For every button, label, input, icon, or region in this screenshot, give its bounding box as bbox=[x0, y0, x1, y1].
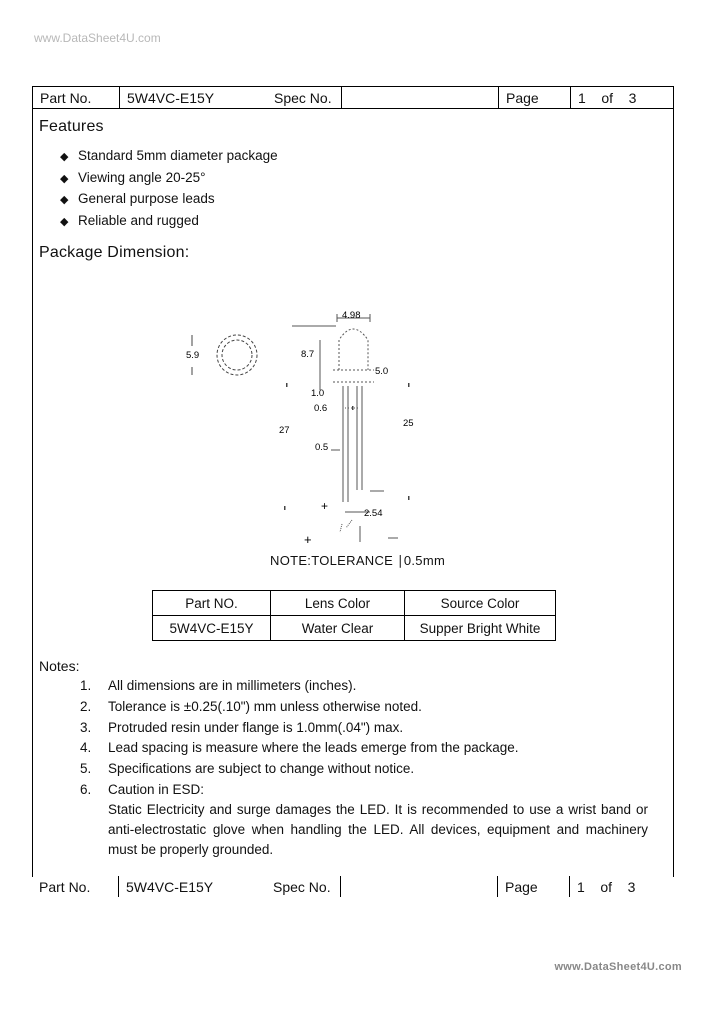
dim-total-length: 27 bbox=[279, 425, 290, 436]
page-total: 3 bbox=[627, 878, 636, 895]
list-item: 4. Lead spacing is measure where the leads emerge from the package. bbox=[80, 740, 519, 756]
spec-label: Spec No. bbox=[267, 87, 342, 109]
dim-height: 8.7 bbox=[301, 349, 315, 360]
spec-table bbox=[152, 590, 556, 641]
table-header-part: Part NO. bbox=[153, 591, 271, 616]
watermark-bottom: www.DataSheet4U.com bbox=[554, 961, 682, 973]
dim-width: 4.98 bbox=[342, 310, 361, 321]
header-table-bottom bbox=[32, 876, 674, 897]
part-value: 5W4VC-E15Y bbox=[120, 87, 268, 109]
diamond-bullet-icon: ◆ bbox=[60, 194, 69, 206]
page-of: of bbox=[600, 878, 613, 895]
page-indicator bbox=[570, 876, 675, 897]
dim-front-diameter: 5.9 bbox=[186, 350, 200, 361]
list-item: ◆ Viewing angle 20-25° bbox=[60, 167, 278, 189]
list-item: 6. Caution in ESD: bbox=[80, 781, 205, 797]
notes-title: Notes: bbox=[39, 658, 80, 674]
front-view bbox=[192, 335, 257, 375]
features-title: Features bbox=[39, 118, 104, 135]
diamond-bullet-icon: ◆ bbox=[60, 172, 69, 185]
part-label: Part No. bbox=[33, 87, 120, 109]
list-item: 2. Tolerance is ±0.25(.10") mm unless otherwise noted. bbox=[80, 698, 422, 714]
page-label: Page bbox=[499, 87, 571, 109]
list-item: 3. Protruded resin under flange is 1.0mm(.04") max. bbox=[80, 719, 404, 735]
list-item: 1. All dimensions are in millimeters (inches). bbox=[80, 678, 357, 693]
page-num: 1 bbox=[578, 89, 586, 106]
spec-value bbox=[341, 876, 498, 897]
dim-body: 5.0 bbox=[375, 366, 389, 377]
list-item: ◆ Reliable and rugged bbox=[60, 210, 278, 232]
table-cell-part: 5W4VC-E15Y bbox=[153, 616, 271, 641]
page-of: of bbox=[601, 89, 614, 106]
dim-lead-spacing: 2.54 bbox=[364, 508, 383, 519]
part-value: 5W4VC-E15Y bbox=[126, 878, 214, 895]
page-total: 3 bbox=[628, 89, 637, 106]
package-title: Package Dimension: bbox=[39, 244, 190, 261]
dim-lead-width: 0.5 bbox=[315, 442, 329, 453]
spec-label: Spec No. bbox=[266, 876, 341, 897]
watermark-top: www.DataSheet4U.com bbox=[34, 31, 161, 45]
table-row bbox=[153, 616, 556, 641]
dim-lead-length: 25 bbox=[403, 418, 414, 429]
table-cell-lens: Water Clear bbox=[271, 616, 405, 641]
list-item: 5. Specifications are subject to change without notice. bbox=[80, 761, 415, 777]
notes-list bbox=[80, 676, 650, 801]
page-num: 1 bbox=[577, 878, 585, 895]
list-item: ◆ General purpose leads bbox=[60, 188, 278, 210]
dim-flange: 1.0 bbox=[311, 388, 325, 399]
plus-sign: + bbox=[321, 499, 329, 513]
page-label: Page bbox=[498, 876, 570, 897]
tick-marks bbox=[284, 383, 410, 510]
diamond-bullet-icon: ◆ bbox=[60, 215, 69, 228]
table-header-lens: Lens Color bbox=[271, 591, 405, 616]
list-item: ◆ Standard 5mm diameter package bbox=[60, 145, 278, 167]
table-header-source: Source Color bbox=[405, 591, 556, 616]
dim-lead-top: 0.6 bbox=[314, 403, 328, 414]
table-row bbox=[153, 591, 556, 616]
table-cell-source: Supper Bright White bbox=[405, 616, 556, 641]
esd-paragraph: Static Electricity and surge damages the LED. It is recommended to use a wrist band or anti-electrostatic glove when handling the LED. All devices, equipment and machinery must be properly grounded. bbox=[108, 802, 648, 857]
anode-plus: + bbox=[304, 532, 312, 547]
tolerance-note: NOTE:TOLERANCE ∣0.5mm bbox=[270, 553, 446, 568]
part-label: Part No. bbox=[32, 876, 119, 897]
diamond-bullet-icon: ◆ bbox=[60, 151, 69, 163]
